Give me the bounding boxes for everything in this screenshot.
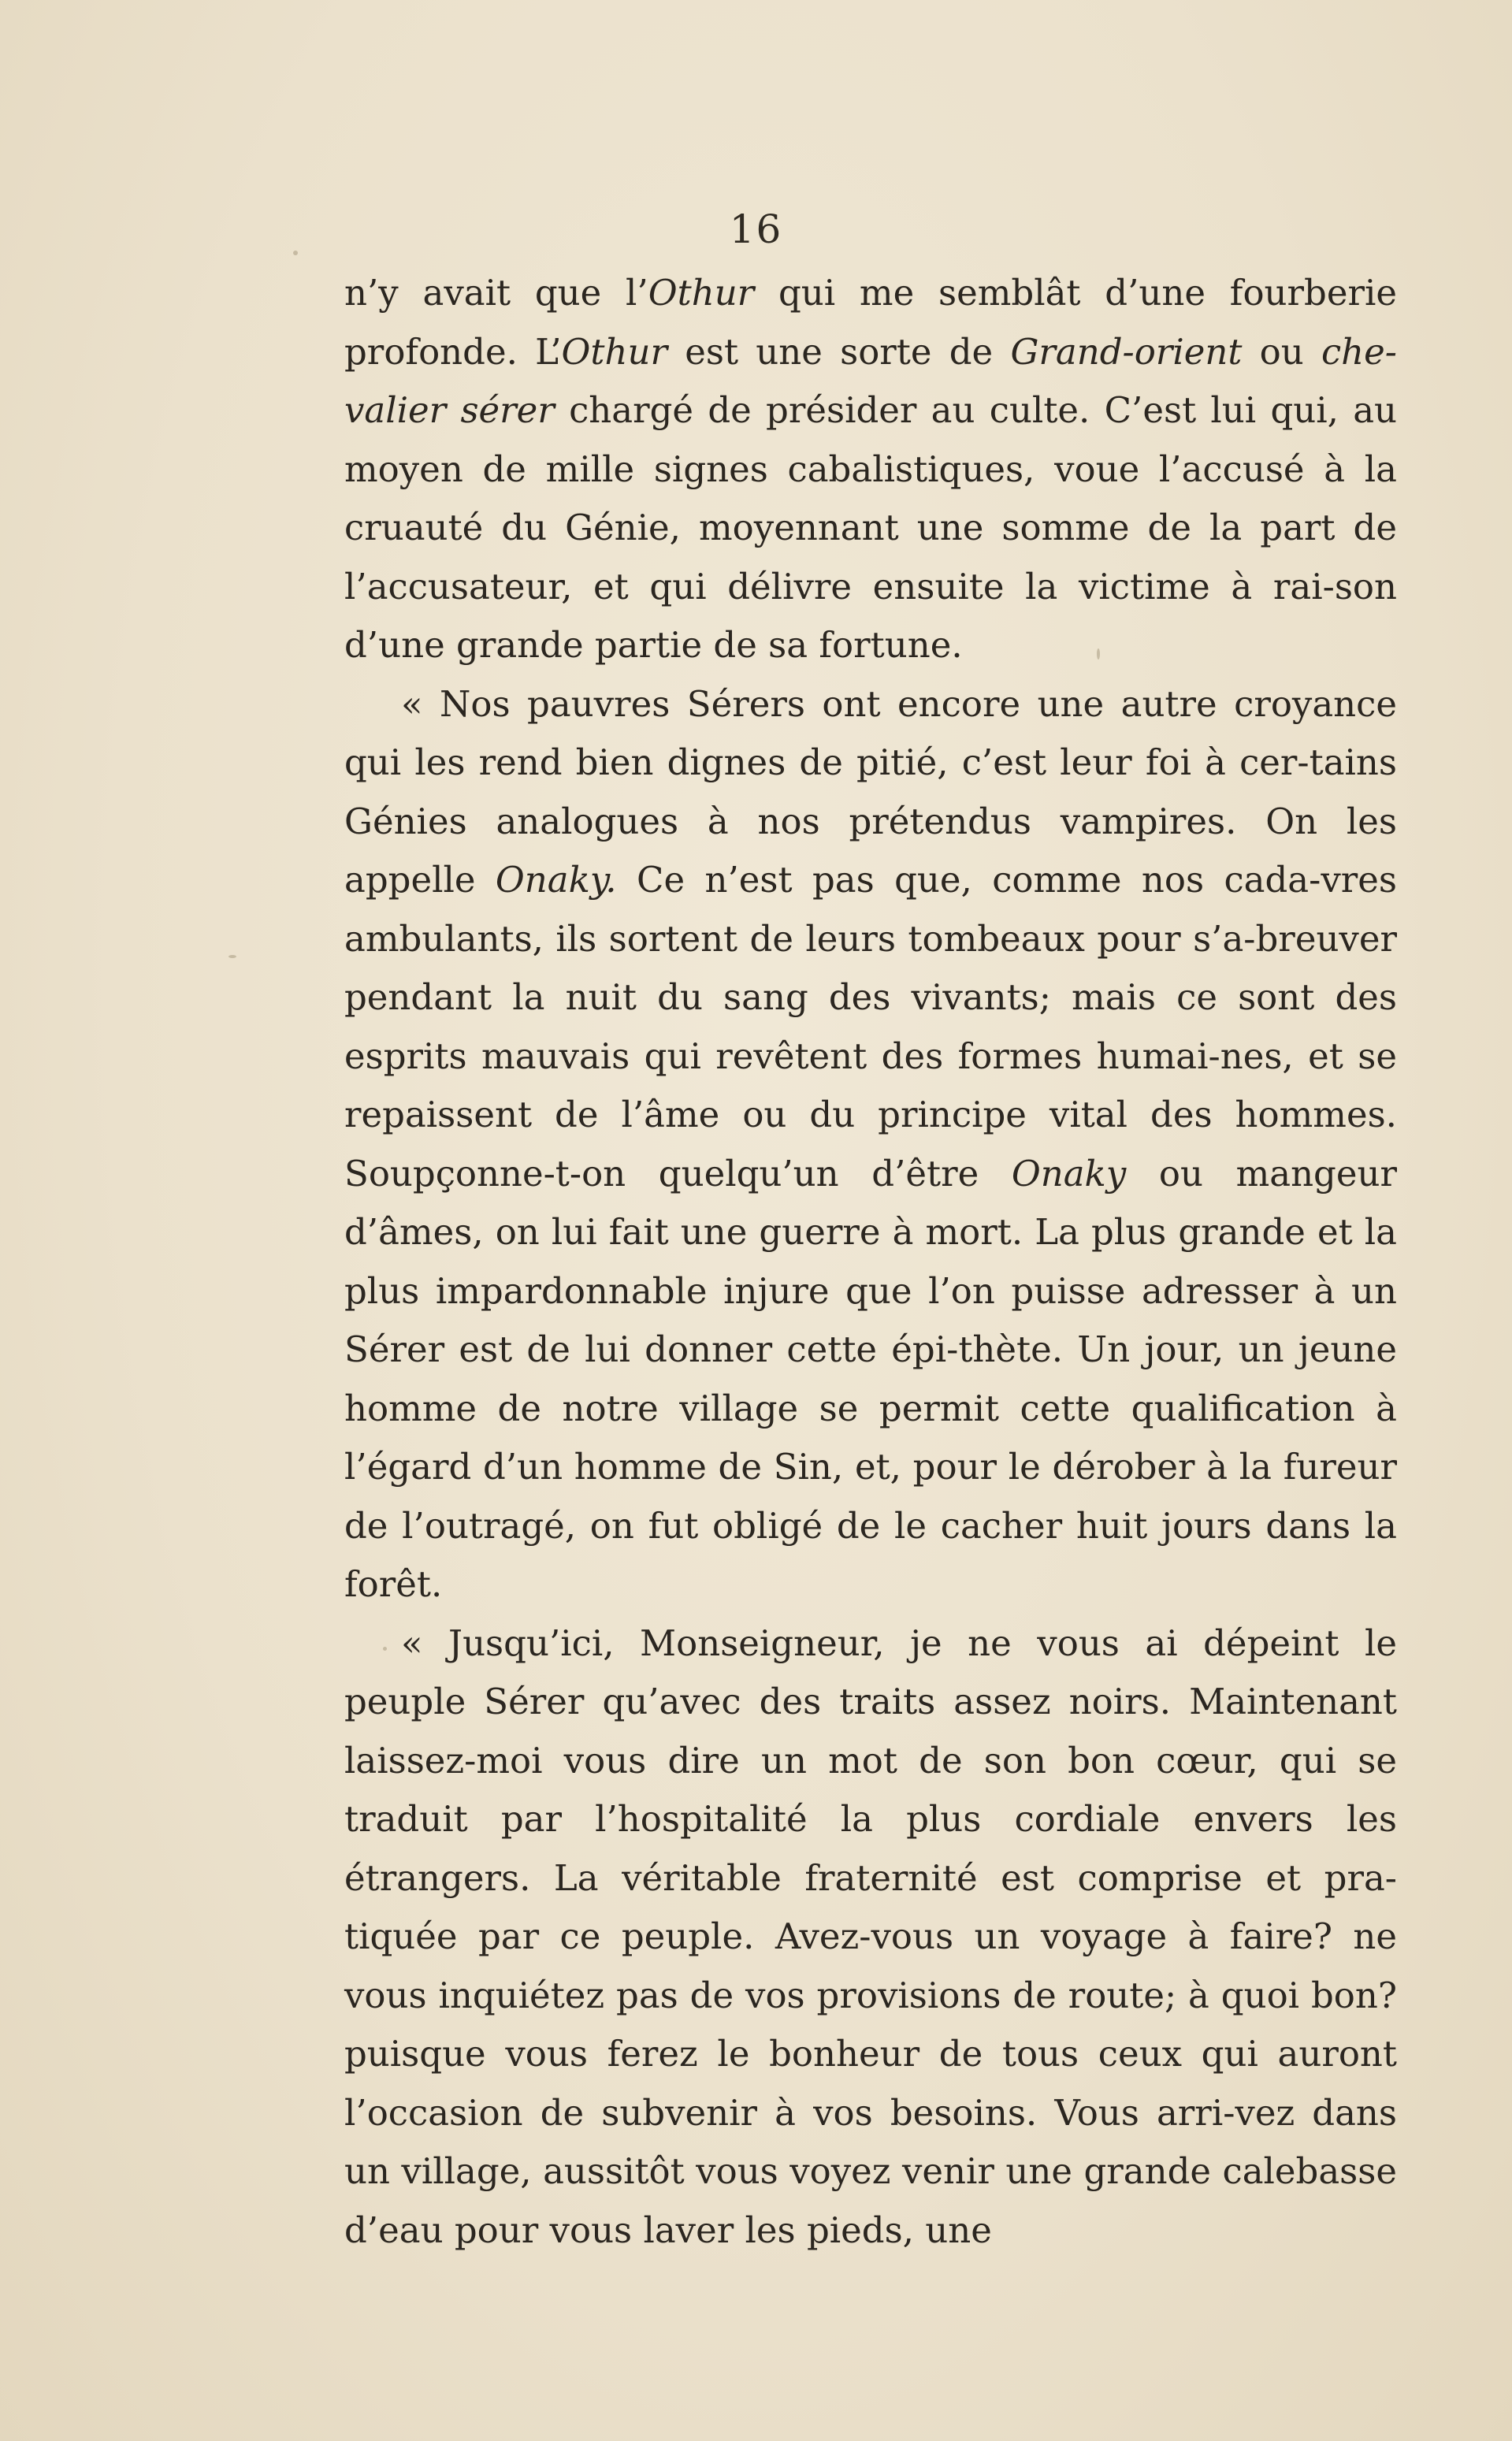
text-run: ou — [1242, 330, 1321, 373]
italic-term: Othur — [561, 330, 667, 373]
paper-speck — [383, 1647, 387, 1651]
text-run: est une sorte de — [667, 330, 1011, 373]
paragraph-3 — [344, 1614, 1397, 2261]
text-run: ou mangeur d’âmes, on lui fait une guerre à mort. La plus grande et la plus impardonnable injure que l’on puisse adresser à un Sérer est de lui donner cette épi-thète. Un jour, un jeune homme de notre village se permit cette qualification à l’égard d’un homme de Sin, et, pour le dérober à la fureur de l’outragé, on fut obligé de le cacher huit jours dans la forêt. — [344, 1152, 1397, 1605]
paper-speck — [1097, 648, 1100, 659]
italic-term: Othur — [648, 272, 755, 314]
paragraph-2 — [344, 675, 1397, 1614]
italic-term: Onaky. — [495, 859, 617, 901]
text-run: « Jusqu’ici, Monseigneur, je ne vous ai dépeint le peuple Sérer qu’avec des traits assez noirs. Maintenant laissez-moi vous dire un mot de son bon cœur, qui se traduit par l’hospitalité la plus cordiale envers les étrangers. La véritable fraternité est comprise et pra-tiquée par ce peuple. Avez-vous un voyage à faire? ne vous inquiétez pas de vos provisions de route; à quoi bon? puisque vous ferez le bonheur de tous ceux qui auront l’occasion de subvenir à vos besoins. Vous arri-vez dans un village, aussitôt vous voyez venir une grande calebasse d’eau pour vous laver les pieds, une — [344, 1622, 1397, 2251]
text-run: chargé de présider au culte. C’est lui qui, au moyen de mille signes cabalistiques, voue l’accusé à la cruauté du Génie, moyennant une somme de la part de l’accusateur, et qui délivre ensuite la victime à rai-son d’une grande partie de sa fortune. — [344, 389, 1398, 666]
body-text — [344, 264, 1397, 2260]
italic-term: Onaky — [1011, 1152, 1127, 1194]
text-run: Ce n’est pas que, comme nos cada-vres ambulants, ils sortent de leurs tombeaux pour s’a-breuver pendant la nuit du sang des vivants; mais ce sont des esprits mauvais qui revêtent des formes humai-nes, et se repaissent de l’âme ou du principe vital des hommes. Soupçonne-t-on quelqu’un d’être — [344, 859, 1397, 1194]
text-run: n’y avait que l’ — [344, 272, 648, 314]
italic-term: che-valier sérer — [344, 330, 1398, 431]
paragraph-1 — [344, 264, 1397, 675]
text-run: qui me semblât d’une fourberie profonde. L’ — [344, 272, 1397, 373]
italic-term: Grand-orient — [1010, 330, 1243, 373]
paper-speck — [228, 955, 236, 958]
text-run: « Nos pauvres Sérers ont encore une autre croyance qui les rend bien dignes de pitié, c’est leur foi à cer-tains Génies analogues à nos prétendus vampires. On les appelle — [344, 682, 1397, 901]
page-number: 16 — [729, 206, 783, 252]
paper-speck — [293, 251, 298, 255]
